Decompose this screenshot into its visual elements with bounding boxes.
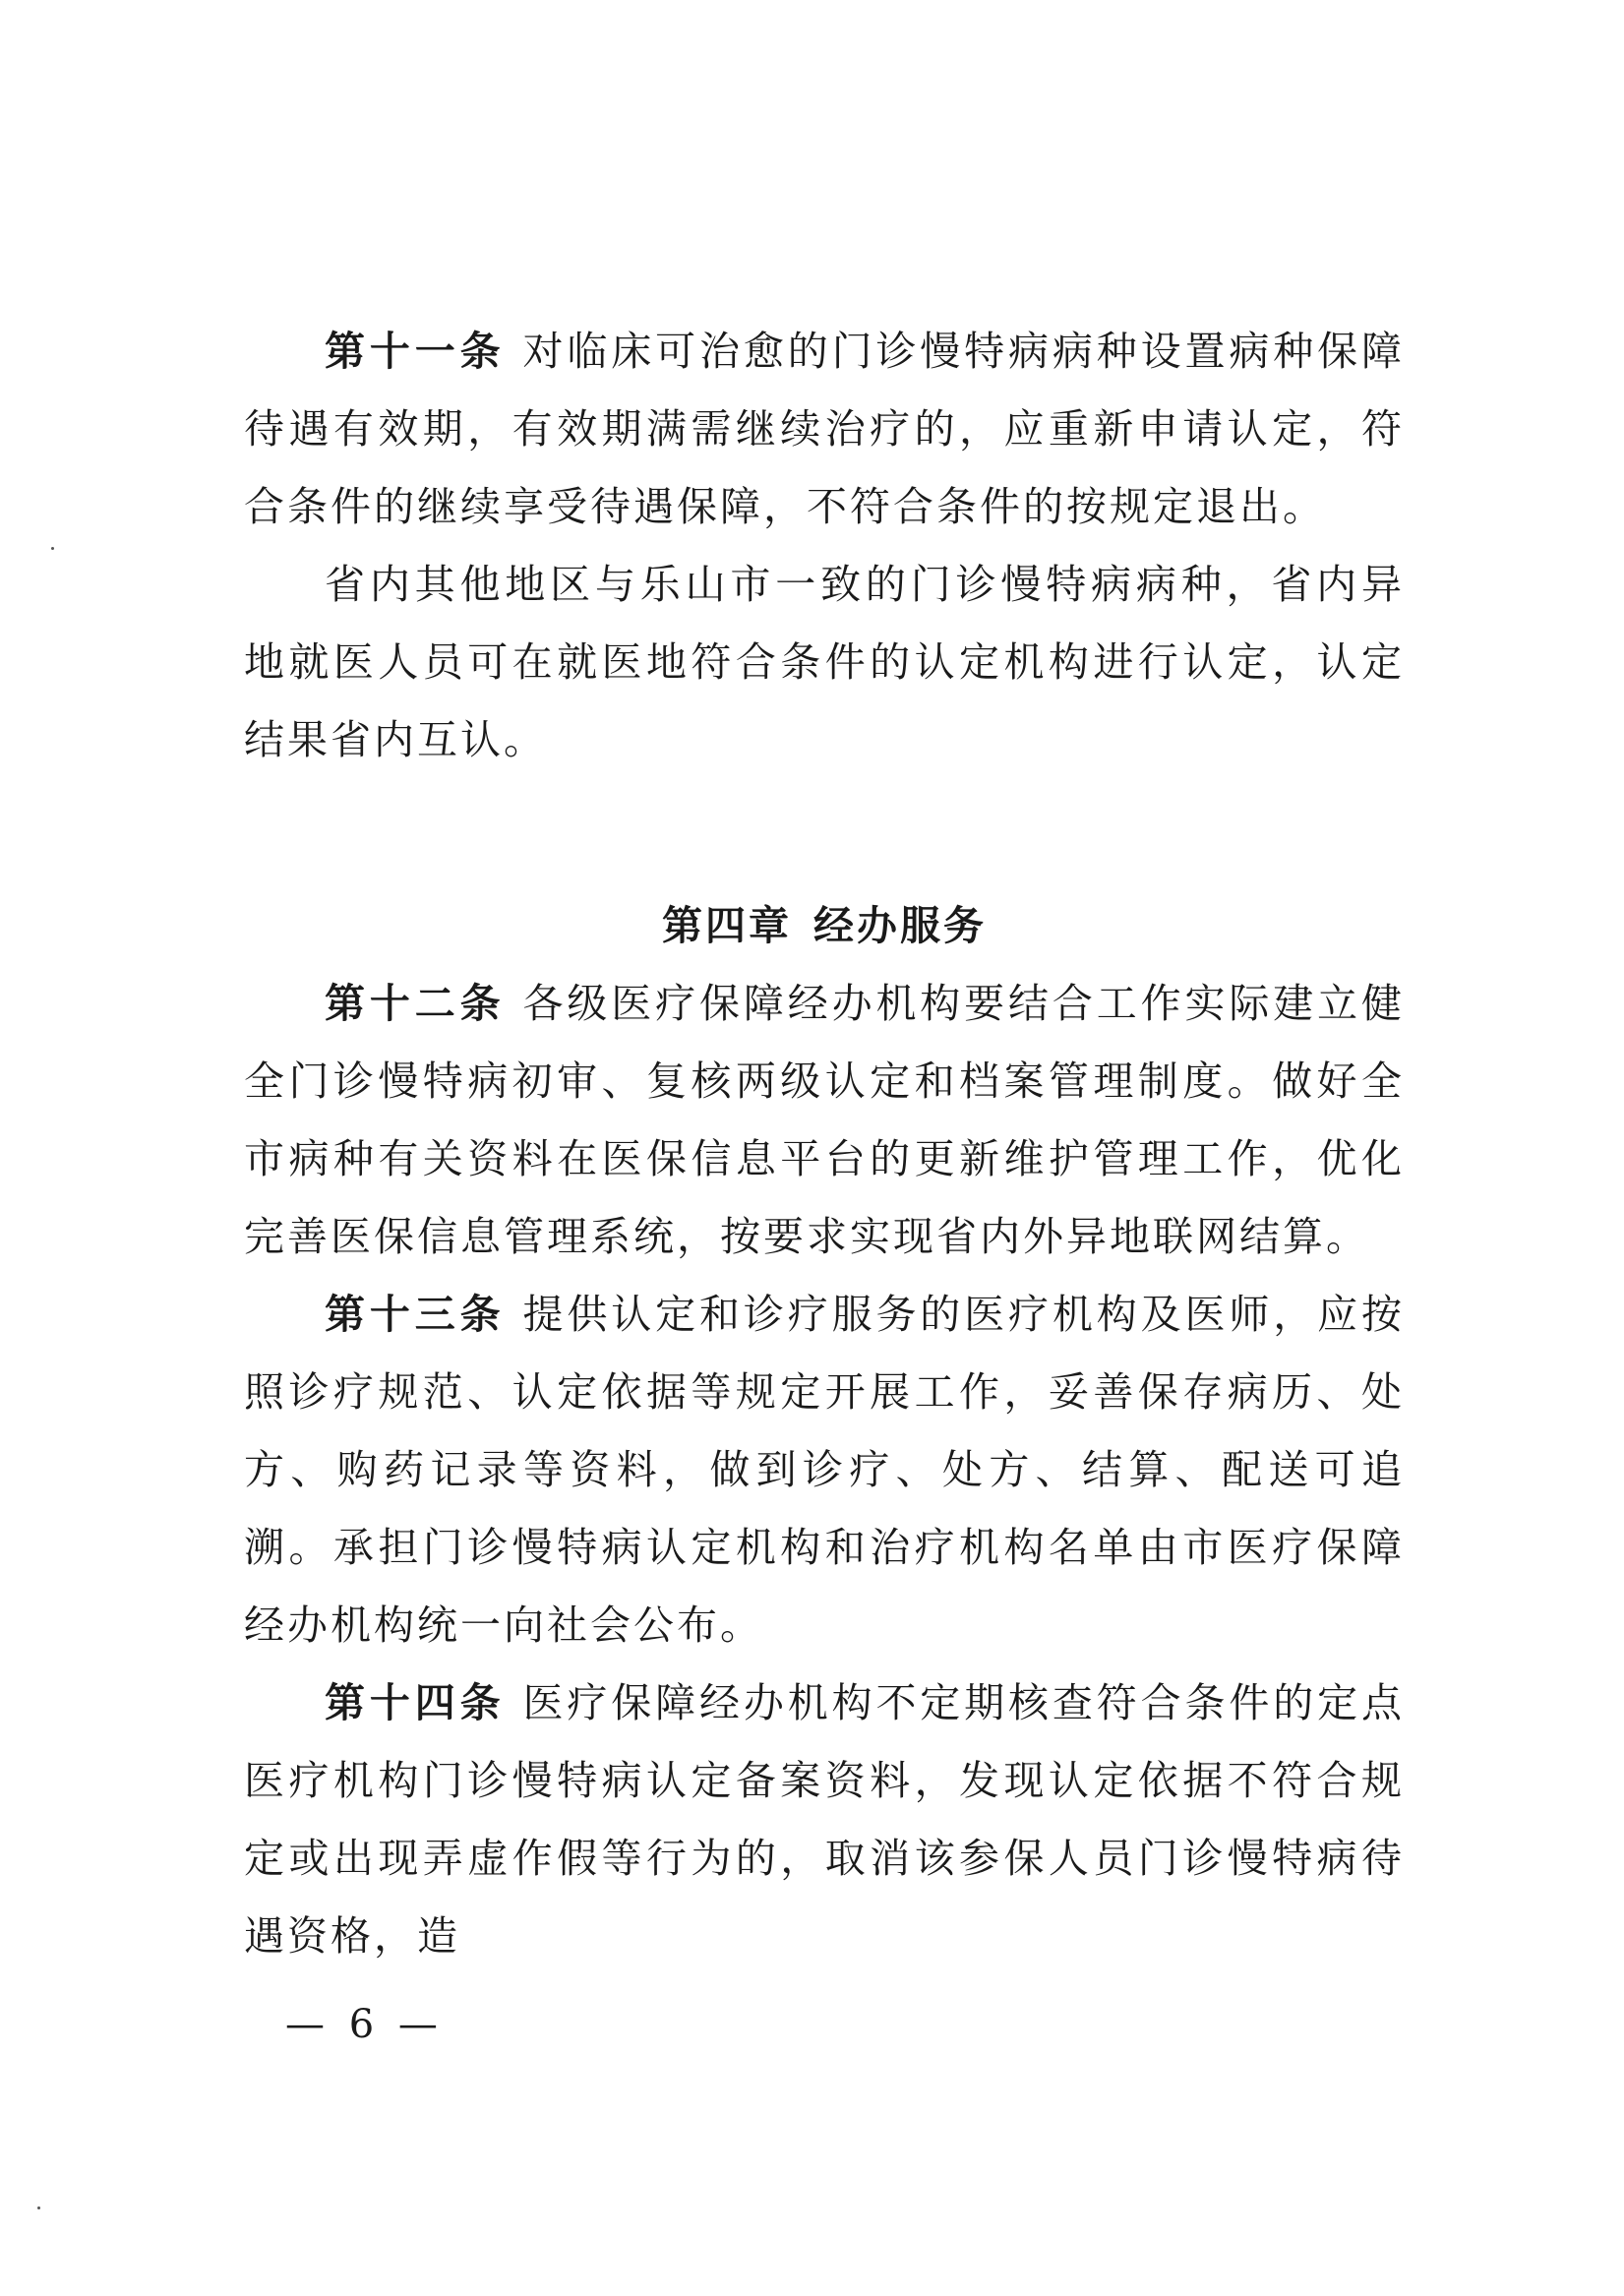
article-13 <box>244 1276 1405 1664</box>
article-text: 对临床可治愈的门诊慢特病病种设置病种保障待遇有效期，有效期满需继续治疗的，应重新申请认定，符合条件的继续享受待遇保障，不符合条件的按规定退出。 <box>244 328 1406 530</box>
article-11-paragraph-2 <box>244 546 1405 779</box>
document-body <box>244 313 1405 1975</box>
article-text: 各级医疗保障经办机构要结合工作实际建立健全门诊慢特病初审、复核两级认定和档案管理制度。做好全市病种有关资料在医保信息平台的更新维护管理工作，优化完善医保信息管理系统，按要求实现省内外异地联网结算。 <box>244 980 1406 1260</box>
article-text: 提供认定和诊疗服务的医疗机构及医师，应按照诊疗规范、认定依据等规定开展工作，妥善保存病历、处方、购药记录等资料，做到诊疗、处方、结算、配送可追溯。承担门诊慢特病认定机构和治疗机构名单由市医疗保障经办机构统一向社会公布。 <box>244 1291 1406 1649</box>
chapter-title: 经办服务 <box>813 902 987 949</box>
article-number: 第十三条 <box>325 1291 506 1338</box>
page-number: — 6 — <box>285 2002 444 2047</box>
article-number: 第十四条 <box>325 1679 506 1726</box>
article-11 <box>244 313 1405 546</box>
scan-speck <box>37 2206 40 2209</box>
scan-speck <box>51 547 54 550</box>
article-number: 第十一条 <box>325 328 506 375</box>
article-text: 医疗保障经办机构不定期核查符合条件的定点医疗机构门诊慢特病认定备案资料，发现认定依据不符合规定或出现弄虚作假等行为的，取消该参保人员门诊慢特病待遇资格，造 <box>244 1679 1406 1960</box>
article-14 <box>244 1664 1405 1975</box>
article-number: 第十二条 <box>325 980 506 1027</box>
chapter-heading <box>244 887 1405 965</box>
chapter-number: 第四章 <box>662 902 792 949</box>
paragraph-text: 省内其他地区与乐山市一致的门诊慢特病病种，省内异地就医人员可在就医地符合条件的认定机构进行认定，认定结果省内互认。 <box>244 561 1405 763</box>
section-gap <box>244 779 1405 887</box>
article-12 <box>244 965 1405 1276</box>
